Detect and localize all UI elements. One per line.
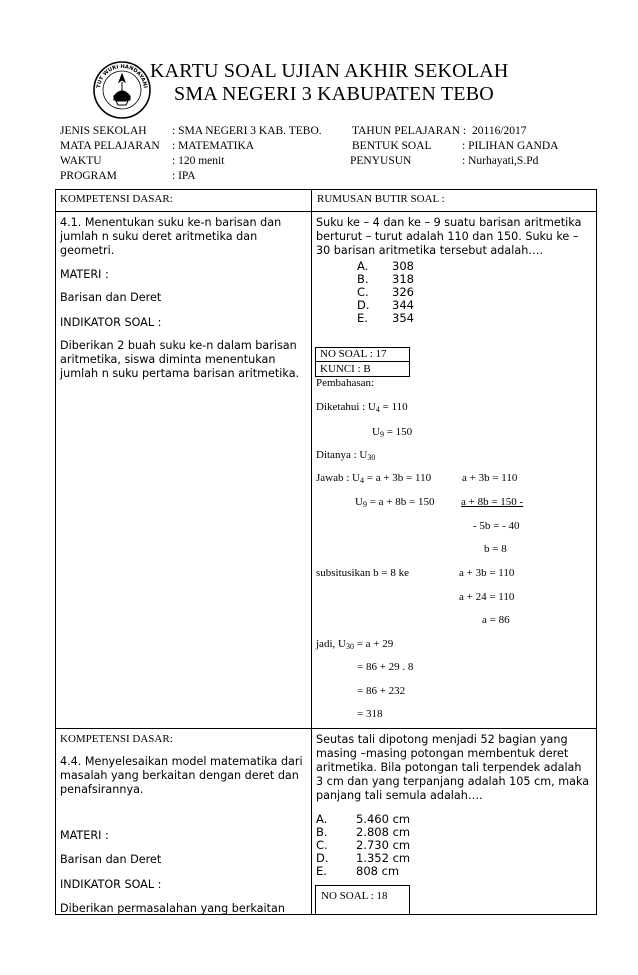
option-value: 5.460 cm bbox=[356, 812, 411, 826]
option-letter: C. bbox=[316, 838, 328, 852]
penyusun-label: PENYUSUN bbox=[350, 155, 412, 167]
kunci: KUNCI : B bbox=[320, 363, 371, 375]
option-value: 308 bbox=[392, 259, 414, 273]
pembahasan-label: Pembahasan: bbox=[316, 377, 375, 389]
option-value: 354 bbox=[392, 311, 414, 325]
equation-2: a + 8b = 150 - bbox=[461, 496, 524, 508]
kompetensi-header: KOMPETENSI DASAR: bbox=[60, 193, 173, 205]
penyusun-value: : Nurhayati,S.Pd bbox=[462, 155, 539, 167]
indikator-line: Diberikan 2 buah suku ke-n dalam barisan bbox=[60, 339, 297, 352]
option-value: 2.730 cm bbox=[356, 838, 411, 852]
calc-line: = 86 + 29 . 8 bbox=[357, 661, 414, 673]
mapel-label: MATA PELAJARAN bbox=[60, 140, 160, 152]
option-letter: D. bbox=[357, 298, 370, 312]
kd-line: jumlah n suku deret aritmetika dan bbox=[60, 230, 258, 243]
option-value: 2.808 cm bbox=[356, 825, 411, 839]
jenis-value: : SMA NEGERI 3 KAB. TEBO. bbox=[172, 125, 322, 137]
jadi-line: jadi, $U_{30} = a + 29$ bbox=[316, 638, 394, 651]
question-line: 30 barisan aritmetika tersebut adalah…. bbox=[316, 244, 544, 257]
option-letter: E. bbox=[357, 311, 368, 325]
substitusi-equation: a + 3b = 110 bbox=[459, 567, 515, 579]
header-row-divider bbox=[55, 211, 597, 212]
indikator-line: aritmetika, siswa diminta menentukan bbox=[60, 353, 276, 366]
u9-equation: $U_9 = a + 8b = 150$ bbox=[355, 496, 435, 509]
option-letter: B. bbox=[316, 825, 328, 839]
column-divider bbox=[311, 189, 312, 915]
waktu-value: : 120 menit bbox=[172, 155, 225, 167]
calc-line: = 86 + 232 bbox=[357, 685, 406, 697]
option-value: 808 cm bbox=[356, 864, 400, 878]
program-value: : IPA bbox=[172, 170, 196, 182]
jawab-line: Jawab : $U_4 = a + 3b = 110$ bbox=[316, 472, 432, 485]
bentuk-label: BENTUK SOAL bbox=[352, 140, 432, 152]
materi-label: MATERI : bbox=[60, 829, 109, 842]
jenis-label: JENIS SEKOLAH bbox=[60, 125, 147, 137]
question-line: Suku ke – 4 dan ke – 9 suatu barisan aritmetika bbox=[316, 216, 582, 229]
calc-line: = 318 bbox=[357, 708, 383, 720]
question-line: berturut – turut adalah 110 dan 150. Suku ke – bbox=[316, 230, 579, 243]
kd-line: geometri. bbox=[60, 244, 115, 257]
question-line: panjang tali semula adalah…. bbox=[316, 789, 483, 802]
waktu-label: WAKTU bbox=[60, 155, 102, 167]
bentuk-value: : PILIHAN GANDA bbox=[462, 140, 559, 152]
b-result: b = 8 bbox=[484, 543, 507, 555]
tut-wuri-handayani-emblem bbox=[92, 60, 152, 120]
option-letter: A. bbox=[316, 812, 328, 826]
school-title: SMA NEGERI 3 KABUPATEN TEBO bbox=[174, 83, 494, 105]
question-line: masing –masing potongan membentuk deret bbox=[316, 747, 569, 760]
program-label: PROGRAM bbox=[60, 170, 117, 182]
diketahui-line: Diketahui : $U_4 = 110$ bbox=[316, 401, 408, 414]
option-letter: B. bbox=[357, 272, 369, 286]
option-value: 344 bbox=[392, 298, 414, 312]
indikator-label: INDIKATOR SOAL : bbox=[60, 316, 162, 329]
option-letter: D. bbox=[316, 851, 329, 865]
equation-1: a + 3b = 110 bbox=[462, 472, 518, 484]
question-row-divider bbox=[55, 728, 597, 729]
minus-5b-line: - 5b = - 40 bbox=[473, 520, 520, 532]
svg-text:TUT WURI HANDAYANI: TUT WURI HANDAYANI bbox=[96, 63, 148, 89]
option-value: 1.352 cm bbox=[356, 851, 411, 865]
question-line: 3 cm dan yang terpanjang adalah 105 cm, maka bbox=[316, 775, 590, 788]
ditanya-line: Ditanya : $U_{30}$ bbox=[316, 449, 376, 462]
indikator-label: INDIKATOR SOAL : bbox=[60, 878, 162, 891]
rumusan-header: RUMUSAN BUTIR SOAL : bbox=[317, 193, 445, 205]
tahun-value: 20116/2017 bbox=[472, 125, 527, 137]
option-letter: E. bbox=[316, 864, 327, 878]
a-result: a = 86 bbox=[482, 614, 510, 626]
indikator-line: Diberikan permasalahan yang berkaitan bbox=[60, 902, 285, 915]
option-value: 318 bbox=[392, 272, 414, 286]
indikator-line: jumlah n suku pertama barisan aritmetika. bbox=[60, 367, 300, 380]
no-soal: NO SOAL : 18 bbox=[321, 890, 388, 902]
mapel-value: : MATEMATIKA bbox=[172, 140, 255, 152]
tahun-label: TAHUN PELAJARAN : bbox=[352, 125, 467, 137]
materi-value: Barisan dan Deret bbox=[60, 853, 162, 866]
option-letter: A. bbox=[357, 259, 369, 273]
kd-line: 4.1. Menentukan suku ke-n barisan dan bbox=[60, 216, 282, 229]
u9-line: $U_9 = 150$ bbox=[372, 426, 413, 439]
kompetensi-header: KOMPETENSI DASAR: bbox=[60, 733, 173, 745]
kd-line: penafsirannya. bbox=[60, 783, 144, 796]
materi-label: MATERI : bbox=[60, 268, 109, 281]
substitusi-label: subsitusikan b = 8 ke bbox=[316, 567, 409, 579]
option-letter: C. bbox=[357, 285, 369, 299]
a24-line: a + 24 = 110 bbox=[459, 591, 515, 603]
kd-line: masalah yang berkaitan dengan deret dan bbox=[60, 769, 299, 782]
option-value: 326 bbox=[392, 285, 414, 299]
document-title: KARTU SOAL UJIAN AKHIR SEKOLAH bbox=[150, 60, 509, 82]
kd-line: 4.4. Menyelesaikan model matematika dari bbox=[60, 755, 303, 768]
materi-value: Barisan dan Deret bbox=[60, 291, 162, 304]
question-line: aritmetika. Bila potongan tali terpendek adalah bbox=[316, 761, 582, 774]
no-soal-divider bbox=[315, 361, 410, 362]
question-line: Seutas tali dipotong menjadi 52 bagian yang bbox=[316, 733, 568, 746]
no-soal: NO SOAL : 17 bbox=[320, 348, 387, 360]
